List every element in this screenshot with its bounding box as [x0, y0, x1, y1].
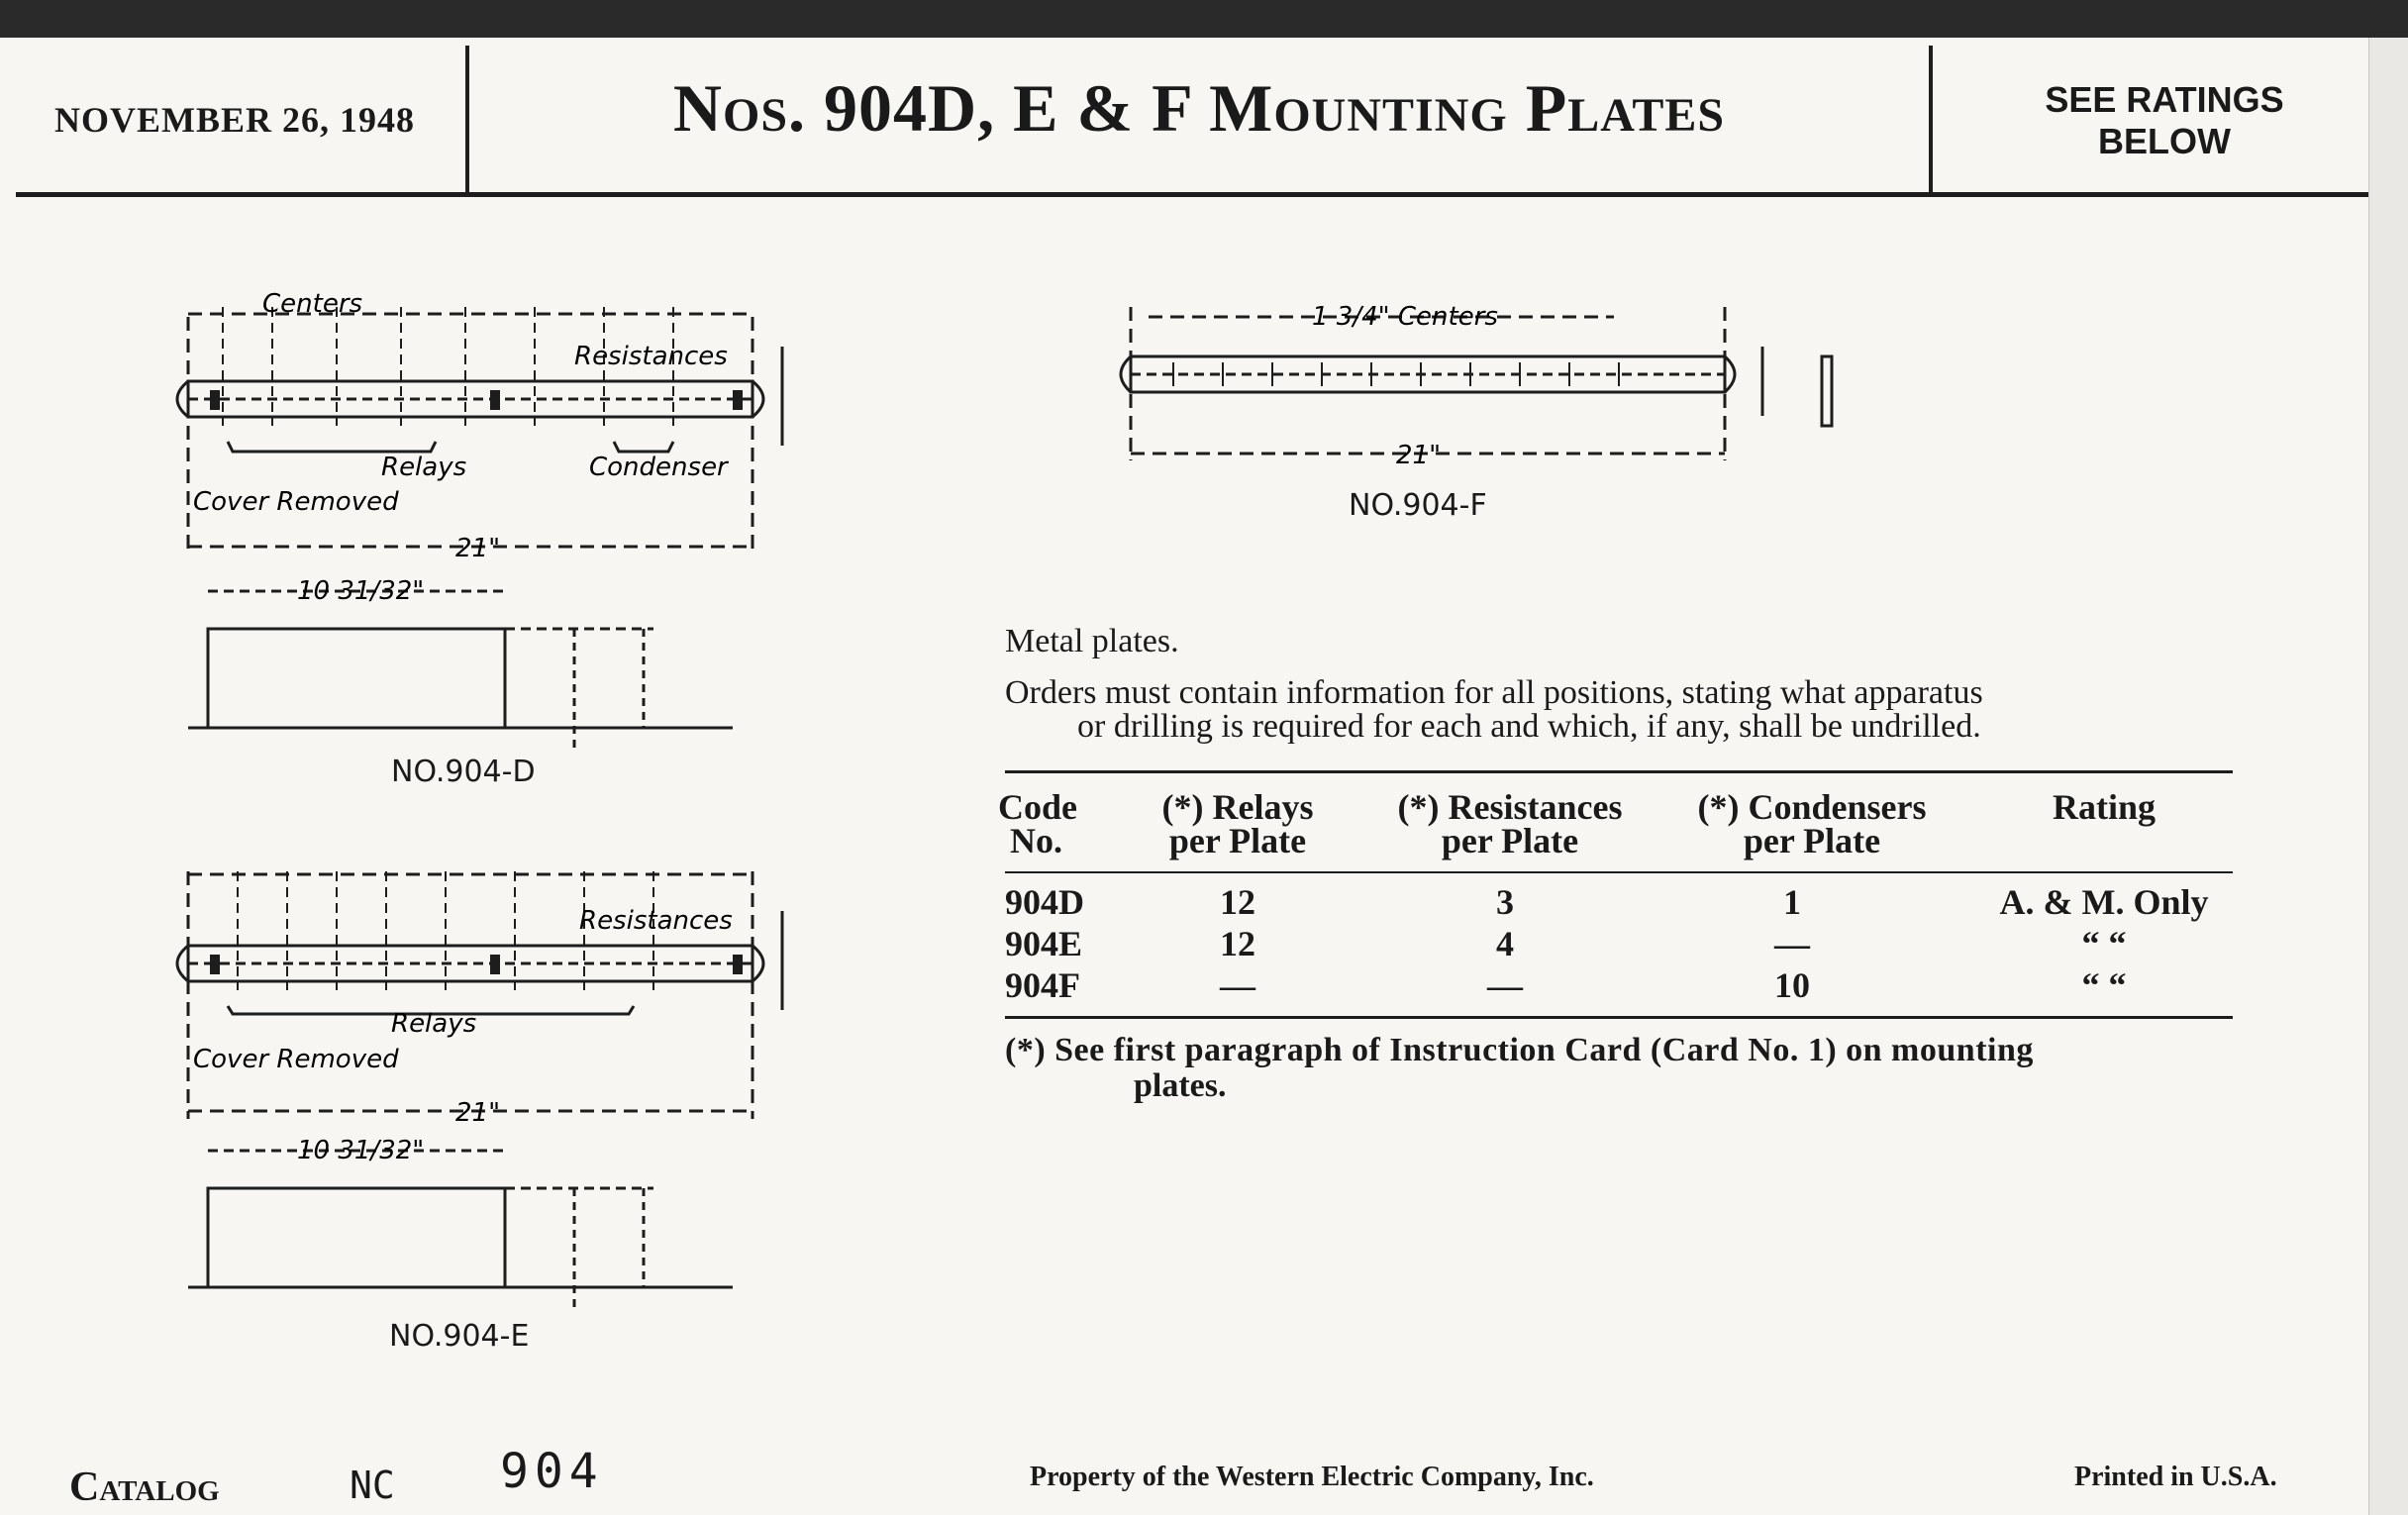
footnote-line-1: (*) See first paragraph of Instruction Card (Card No. 1) on mounting — [1005, 1032, 2034, 1068]
table-top-rule — [1005, 770, 2233, 773]
centers-label: Centers — [262, 289, 363, 319]
caption-904d: NO.904-D — [391, 755, 536, 789]
ratings-line-2: BELOW — [2098, 121, 2231, 161]
catalog-label: Catalog — [69, 1464, 220, 1510]
resistances-label: Resistances — [574, 342, 728, 371]
col-header-condensers: (*) Condensers per Plate — [1697, 787, 1927, 860]
width-label: 10 31/32" — [297, 576, 425, 606]
cell-resistances: 3 — [1496, 882, 1514, 922]
orders-line-2: or drilling is required for each and which, if any, shall be undrilled. — [1077, 708, 1981, 745]
cell-resistances: 4 — [1496, 924, 1514, 963]
caption-904f: NO.904-F — [1349, 488, 1487, 523]
relays-label-e: Relays — [391, 1009, 477, 1039]
header-date: NOVEMBER 26, 1948 — [54, 100, 416, 140]
cell-code: 904D — [1005, 882, 1084, 922]
drawing-904f — [1099, 267, 1852, 485]
header-divider-left — [465, 46, 469, 192]
cell-rating: “ “ — [2081, 965, 2127, 1005]
cell-rating: A. & M. Only — [1999, 882, 2209, 922]
cell-rating: “ “ — [2081, 924, 2127, 963]
length-label-e: 21" — [455, 1098, 501, 1128]
cell-condensers: 1 — [1783, 882, 1801, 922]
cell-code: 904E — [1005, 924, 1083, 963]
col-header-code: Code No. — [998, 787, 1077, 860]
table-header-rule — [1005, 871, 2233, 873]
footnote-line-2: plates. — [1134, 1067, 1227, 1104]
col-header-resistances: (*) Resistances per Plate — [1397, 787, 1623, 860]
catalog-number: 904 — [500, 1444, 604, 1499]
catalog-no-label: NC — [350, 1464, 395, 1507]
printed-notice: Printed in U.S.A. — [2074, 1462, 2277, 1492]
card-edge — [2368, 38, 2408, 1515]
length-label: 21" — [455, 534, 501, 563]
metal-plates-text: Metal plates. — [1005, 623, 1179, 659]
drawing-904d-top — [149, 238, 881, 564]
orders-line-1: Orders must contain information for all positions, stating what apparatus — [1005, 674, 1983, 711]
header-divider-right — [1929, 46, 1933, 192]
width-label-e: 10 31/32" — [297, 1136, 425, 1165]
relays-label: Relays — [381, 453, 467, 482]
cell-code: 904F — [1005, 965, 1080, 1005]
caption-904e: NO.904-E — [389, 1319, 530, 1354]
drawing-904d-top-svg — [149, 238, 881, 564]
cell-condensers: 10 — [1774, 965, 1810, 1005]
col-header-rating: Rating — [2052, 787, 2156, 827]
page-title: Nos. 904D, E & F Mounting Plates — [672, 70, 1726, 146]
centers-label-f: 1 3/4" Centers — [1312, 302, 1498, 332]
col-header-relays: (*) Relays per Plate — [1161, 787, 1314, 860]
property-notice: Property of the Western Electric Company, Inc. — [1030, 1462, 1594, 1492]
resistances-label-e: Resistances — [579, 906, 733, 936]
cell-condensers: — — [1774, 924, 1810, 963]
cover-removed-label: Cover Removed — [193, 487, 399, 517]
table-bottom-rule — [1005, 1016, 2233, 1019]
cell-resistances: — — [1487, 965, 1523, 1005]
length-label-f: 21" — [1396, 441, 1442, 470]
drawing-904e-top — [149, 802, 881, 1129]
cell-relays: 12 — [1220, 882, 1255, 922]
ratings-line-1: SEE RATINGS — [2045, 79, 2284, 120]
drawing-904e-side — [178, 1129, 733, 1347]
cell-relays: 12 — [1220, 924, 1255, 963]
condenser-label: Condenser — [589, 453, 728, 482]
cover-removed-label-e: Cover Removed — [193, 1045, 399, 1074]
cell-relays: — — [1220, 965, 1255, 1005]
header-rule — [16, 192, 2368, 197]
header-ratings-note — [1947, 79, 2382, 162]
